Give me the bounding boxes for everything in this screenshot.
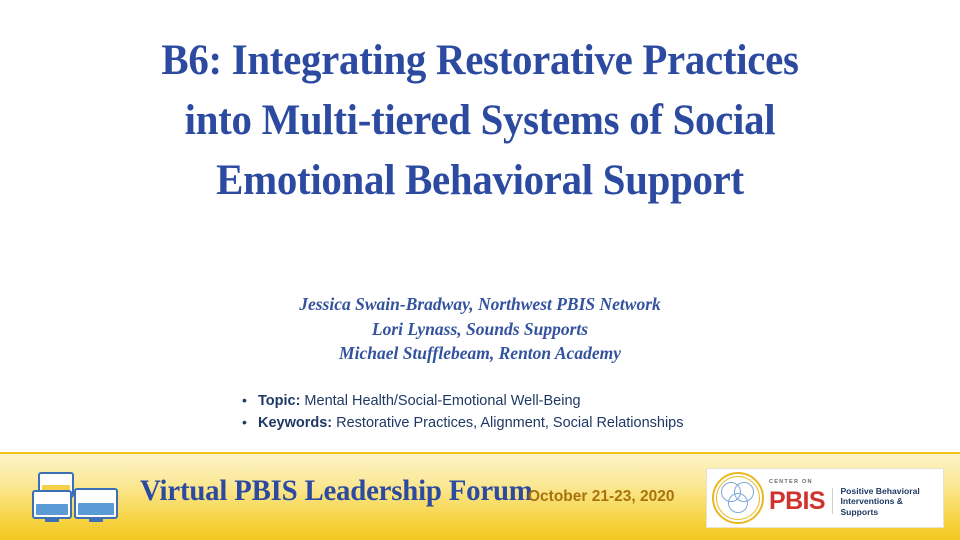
title-line-2: into Multi-tiered Systems of Social	[184, 97, 776, 145]
event-date: October 21-23, 2020	[528, 488, 675, 505]
pbis-seal-icon	[709, 469, 767, 527]
logo-tagline-1: Positive Behavioral	[840, 485, 920, 496]
page-title	[60, 38, 900, 218]
presenter-2: Lori Lynass, Sounds Supports	[371, 318, 589, 339]
monitor-large-icon	[74, 488, 118, 519]
presenter-1: Jessica Swain-Bradway, Northwest PBIS Network	[299, 294, 661, 314]
presenter-3: Michael Stufflebeam, Renton Academy	[339, 343, 621, 363]
monitor-medium-icon	[32, 490, 72, 519]
title-line-1: B6: Integrating Restorative Practices	[161, 37, 799, 84]
bullet-dot-icon: •	[242, 392, 247, 408]
bullet-text-topic: Mental Health/Social-Emotional Well-Being	[304, 393, 581, 409]
list-item	[242, 412, 842, 434]
bullet-dot-icon: •	[242, 414, 247, 431]
logo-center-on-text: CENTER ON	[769, 478, 813, 485]
metadata-bullets	[242, 390, 842, 435]
bullet-label-keywords: Keywords:	[258, 415, 333, 432]
bullet-label-topic: Topic:	[258, 393, 301, 409]
logo-divider	[832, 488, 834, 514]
pbis-logo	[706, 468, 944, 528]
title-line-3: Emotional Behavioral Support	[216, 157, 744, 205]
logo-acronym: PBIS	[769, 486, 825, 515]
presenter-list	[60, 292, 900, 366]
bullet-text-keywords: Restorative Practices, Alignment, Social Relationships	[336, 415, 684, 432]
monitors-icon	[32, 472, 118, 524]
logo-tagline-2: Interventions & Supports	[840, 496, 904, 517]
event-title: Virtual PBIS Leadership Forum	[140, 474, 533, 507]
list-item	[242, 390, 842, 412]
footer-band	[0, 452, 960, 540]
